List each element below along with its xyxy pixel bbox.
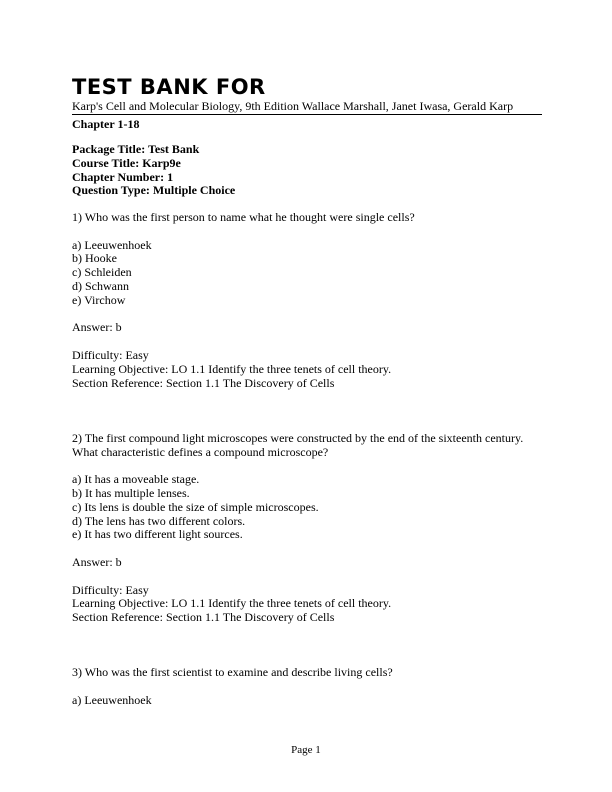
chapter-range: Chapter 1-18 <box>72 117 140 131</box>
option-item: d) Schwann <box>72 278 129 293</box>
question-block <box>72 211 542 390</box>
option-item: c) Its lens is double the size of simple microscopes. <box>72 499 319 514</box>
learning-objective: Learning Objective: LO 1.1 Identify the three tenets of cell theory. <box>72 596 392 611</box>
question-block <box>72 666 542 707</box>
question-details <box>72 349 542 390</box>
page-number: Page 1 <box>291 744 321 756</box>
question-list <box>72 211 542 721</box>
option-item: e) It has two different light sources. <box>72 527 243 542</box>
book-subtitle: Karp's Cell and Molecular Biology, 9th Edition Wallace Marshall, Janet Iwasa, Gerald Karp <box>72 99 514 113</box>
package-metadata <box>72 143 235 198</box>
course-title: Course Title: Karp9e <box>72 155 181 170</box>
option-item: a) It has a moveable stage. <box>72 472 200 487</box>
section-reference: Section Reference: Section 1.1 The Discovery of Cells <box>72 375 335 390</box>
answer-key: Answer: b <box>72 554 122 569</box>
learning-objective: Learning Objective: LO 1.1 Identify the three tenets of cell theory. <box>72 361 392 376</box>
question-block <box>72 432 542 625</box>
chapter-number: Chapter Number: 1 <box>72 169 174 184</box>
header-divider <box>72 114 542 115</box>
section-reference: Section Reference: Section 1.1 The Discovery of Cells <box>72 610 335 625</box>
spacer <box>72 390 542 431</box>
option-item: e) Virchow <box>72 292 126 307</box>
option-item: b) Hooke <box>72 251 117 266</box>
question-text: 1) Who was the first person to name what he thought were single cells? <box>72 210 415 224</box>
option-item: c) Schleiden <box>72 265 132 280</box>
answer-key: Answer: b <box>72 320 122 335</box>
question-details <box>72 584 542 625</box>
option-item: b) It has multiple lenses. <box>72 485 190 500</box>
package-title: Package Title: Test Bank <box>72 142 200 156</box>
option-item: a) Leeuwenhoek <box>72 692 152 707</box>
answer-options <box>72 239 542 308</box>
difficulty: Difficulty: Easy <box>72 582 149 597</box>
question-text: 3) Who was the first scientist to examine and describe living cells? <box>72 665 393 680</box>
option-item: d) The lens has two different colors. <box>72 513 246 528</box>
spacer <box>72 625 542 666</box>
difficulty: Difficulty: Easy <box>72 347 149 362</box>
answer-options <box>72 473 542 542</box>
question-type: Question Type: Multiple Choice <box>72 183 236 198</box>
answer-options <box>72 694 542 708</box>
option-item: a) Leeuwenhoek <box>72 237 152 252</box>
document-title: TEST BANK FOR <box>72 75 266 99</box>
question-text: 2) The first compound light microscopes were constructed by the end of the sixteenth century. What characteristic defines a compound microscope? <box>72 430 524 459</box>
